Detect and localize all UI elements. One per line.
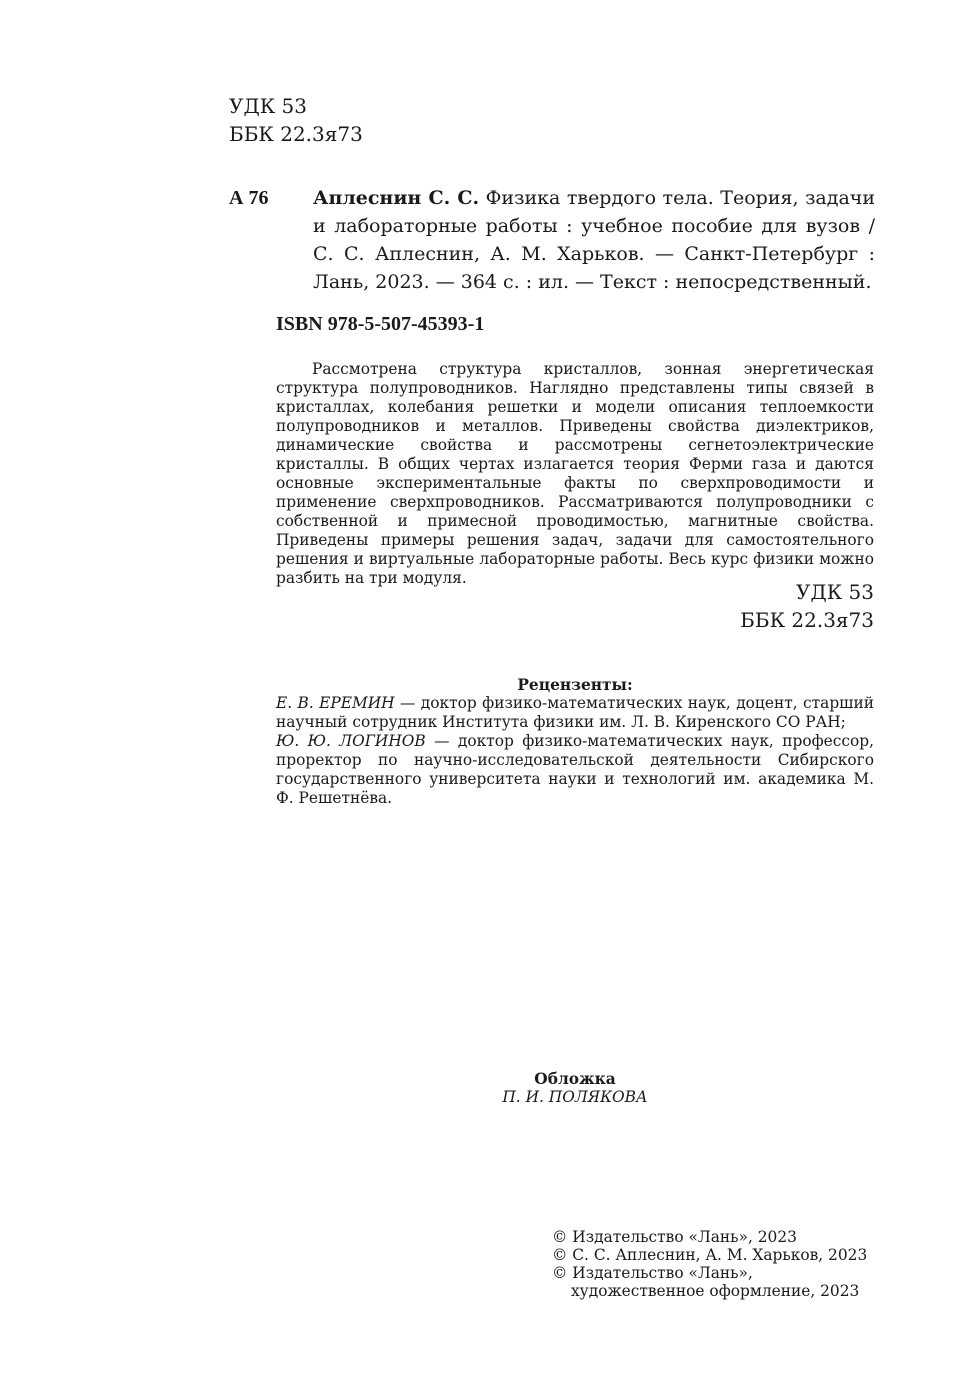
reviewer-text: — доктор физико-математических наук, профессор, проректор по научно-исследовательской деятельности Сибирского государственного университета науки и технологий им. академика М. Ф. Решетнёва. [276,732,874,807]
bbk-code: ББК 22.3я73 [229,122,363,146]
udk-code-bottom: УДК 53 [796,580,874,604]
copyright-block [552,1228,867,1300]
copyright-line: © С. С. Аплеснин, А. М. Харьков, 2023 [552,1246,868,1264]
copyright-line: художественное оформление, 2023 [571,1282,860,1300]
reviewers-list [276,694,874,808]
reviewer-text: — доктор физико-математических наук, доцент, старший научный сотрудник Института физики им. Л. В. Киренского СО РАН; [276,694,874,731]
bibliographic-entry [313,184,875,296]
cover-designer: П. И. ПОЛЯКОВА [502,1088,648,1106]
copyright-line: © Издательство «Лань», [552,1264,753,1282]
reviewers-title: Рецензенты: [517,676,633,694]
classification-bottom [700,578,874,634]
bbk-code-bottom: ББК 22.3я73 [740,608,874,632]
reviewer-item [276,732,874,808]
reviewer-item [276,694,874,732]
udk-code: УДК 53 [229,94,307,118]
cover-title: Обложка [534,1070,616,1088]
reviewer-name: Ю. Ю. ЛОГИНОВ [276,732,426,750]
isbn: ISBN 978-5-507-45393-1 [276,313,485,335]
entry-description: Физика твердого тела. Теория, задачи и лабораторные работы : учебное пособие для вузов / С. С. Аплеснин, А. М. Харьков. — Санкт-Петербург : Лань, 2023. — 364 с. : ил. — Текст : непосредственный. [313,187,876,293]
reviewer-name: Е. В. ЕРЕМИН [276,694,395,712]
classification-top [229,92,363,148]
author-mark: А 76 [229,187,269,209]
entry-author: Аплеснин С. С. [313,187,480,209]
annotation: Рассмотрена структура кристаллов, зонная энергетическая структура полупроводников. Наглядно представлены типы связей в кристаллах, колебания решетки и модели описания теплоемкости полупроводников и металлов. Приведены свойства диэлектриков, динамические свойства и рассмотрены сегнетоэлектрические кристаллы. В общих чертах излагается теория Ферми газа и даются основные экспериментальные факты по сверхпроводимости и применение сверхпроводников. Рассматриваются полупроводники с собственной и примесной проводимостью, магнитные свойства. Приведены примеры решения задач, задачи для самостоятельного решения и виртуальные лабораторные работы. Весь курс физики можно разбить на три модуля. [276,360,874,587]
copyright-line: © Издательство «Лань», 2023 [552,1228,797,1246]
